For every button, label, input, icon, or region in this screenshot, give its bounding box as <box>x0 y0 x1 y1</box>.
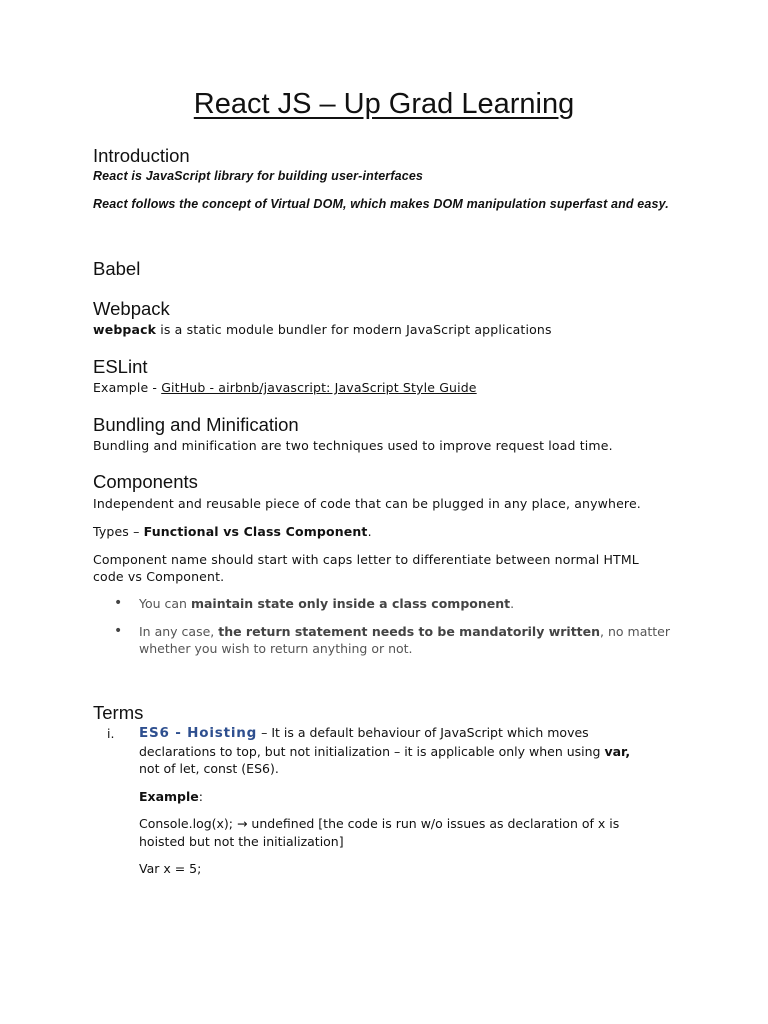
heading-babel: Babel <box>93 258 141 279</box>
heading-components: Components <box>93 471 198 492</box>
bundling-paragraph: Bundling and minification are two techniques used to improve request load time. <box>93 438 613 453</box>
types-suffix: . <box>367 524 372 539</box>
components-paragraph-3-line-2: code vs Component. <box>93 569 225 584</box>
hoisting-item: ES6 - Hoisting – It is a default behaviour of JavaScript which moves declarations to top, but not initialization – it is applicable only when using var, not of let, const (ES6). <box>139 725 631 776</box>
list-marker-i: i. <box>107 726 115 741</box>
list-item: • You can maintain state only inside a class component. <box>114 595 515 611</box>
components-paragraph-3-line-1: Component name should start with caps letter to differentiate between normal HTML <box>93 552 639 567</box>
eslint-prefix: Example - <box>93 380 162 395</box>
webpack-paragraph <box>93 321 552 339</box>
example-label: Example: <box>139 789 203 804</box>
var-declaration-line: Var x = 5; <box>139 861 202 876</box>
webpack-text: is a static module bundler for modern JavaScript applications <box>156 322 552 337</box>
list-item: • In any case, the return statement needs to be mandatorily written, no matter whether you wish to return anything or not. <box>114 622 671 656</box>
console-example: Console.log(x); → undefined [the code is run w/o issues as declaration of x is hoisted but not the initialization] <box>139 816 620 849</box>
heading-introduction: Introduction <box>93 145 190 166</box>
heading-terms: Terms <box>93 702 144 723</box>
components-types <box>93 523 372 541</box>
bullet-icon: • <box>114 622 123 639</box>
heading-bundling: Bundling and Minification <box>93 414 299 435</box>
eslint-style-guide-link[interactable]: GitHub - airbnb/javascript: JavaScript Style Guide <box>161 380 477 395</box>
bullet-icon: • <box>114 595 123 611</box>
eslint-paragraph <box>93 379 477 397</box>
types-prefix: Types – <box>93 524 144 539</box>
webpack-bold: webpack <box>93 322 157 337</box>
intro-line-2: React follows the concept of Virtual DOM, which makes DOM manipulation superfast and easy. <box>93 197 669 211</box>
hoisting-title: ES6 - Hoisting <box>139 725 258 741</box>
intro-line-1: React is JavaScript library for building user-interfaces <box>93 169 424 183</box>
heading-webpack: Webpack <box>93 298 170 319</box>
heading-eslint: ESLint <box>93 356 148 377</box>
types-bold: Functional vs Class Component <box>143 524 368 539</box>
page-title: React JS – Up Grad Learning <box>193 88 575 120</box>
components-bullet-list <box>114 595 674 658</box>
components-paragraph-1: Independent and reusable piece of code that can be plugged in any place, anywhere. <box>93 496 641 511</box>
